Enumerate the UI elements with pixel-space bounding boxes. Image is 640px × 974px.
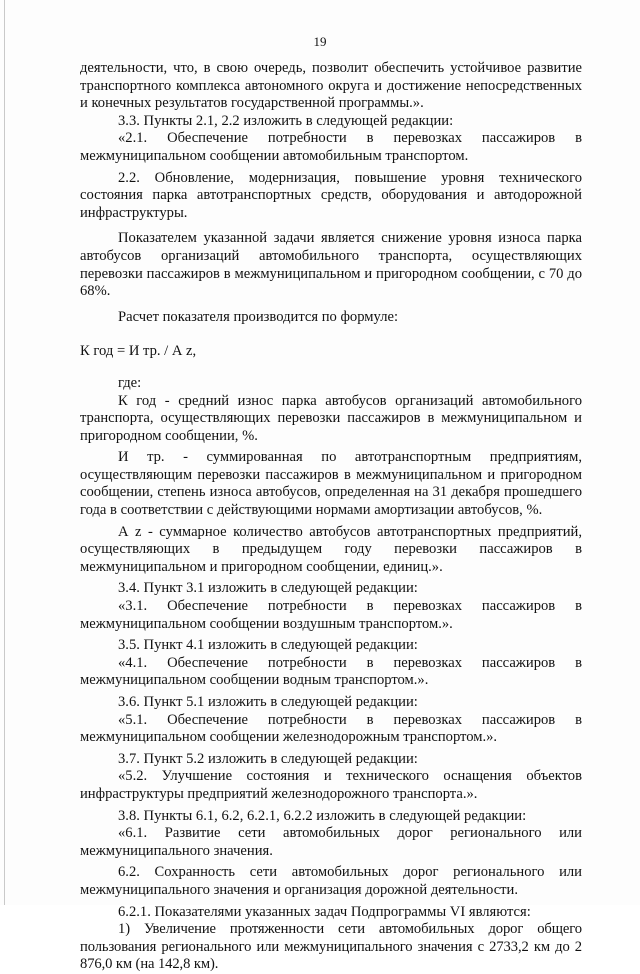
- paragraph-3-3: 3.3. Пункты 2.1, 2.2 изложить в следующей редакции:: [118, 112, 454, 129]
- paragraph-2-1: «2.1. Обеспечение потребности в перевозках пассажиров в межмуниципальном сообщении автомобильным транспортом.: [80, 130, 582, 164]
- paragraph-where: где:: [118, 374, 142, 391]
- page-number: 19: [313, 34, 327, 49]
- definition-a-z: А z - суммарное количество автобусов автотранспортных предприятий, осуществляющих в предыдущем году перевозки пассажиров в межмуниципальном и пригородном сообщении, единиц.».: [80, 523, 582, 575]
- paragraph-5-1: «5.1. Обеспечение потребности в перевозках пассажиров в межмуниципальном сообщении железнодорожным транспортом.».: [80, 711, 582, 746]
- paragraph-3-7: 3.7. Пункт 5.2 изложить в следующей редакции:: [118, 750, 418, 767]
- paragraph-5-2: «5.2. Улучшение состояния и технического оснащения объектов инфраструктуры предприятий железнодорожного транспорта.».: [80, 768, 582, 802]
- definition-k-god: К год - средний износ парка автобусов организаций автомобильного транспорта, осуществляющих перевозки пассажиров в межмуниципальном и пригородном сообщении, %.: [80, 392, 582, 444]
- paragraph-3-1: «3.1. Обеспечение потребности в перевозках пассажиров в межмуниципальном сообщении воздушным транспортом.».: [80, 598, 582, 632]
- paragraph-6-2: 6.2. Сохранность сети автомобильных дорог регионального или межмуниципального значения и организация дорожной деятельности.: [80, 864, 582, 898]
- paragraph-2-2: 2.2. Обновление, модернизация, повышение уровня технического состояния парка автотранспортных средств, оборудования и автодорожной инфраструктуры.: [80, 169, 582, 221]
- scan-edge-line: [4, 0, 5, 905]
- paragraph-3-5: 3.5. Пункт 4.1 изложить в следующей редакции:: [118, 637, 418, 654]
- paragraph-3-4: 3.4. Пункт 3.1 изложить в следующей редакции:: [118, 580, 418, 597]
- paragraph-3-6: 3.6. Пункт 5.1 изложить в следующей редакции:: [118, 694, 418, 710]
- paragraph-indicator: Показателем указанной задачи является снижение уровня износа парка автобусов организаций автомобильного транспорта, осуществляющих перевозки пассажиров в межмуниципальном и пригородном сообщении, с 70 до 68%.: [80, 230, 582, 300]
- paragraph-3-8: 3.8. Пункты 6.1, 6.2, 6.2.1, 6.2.2 изложить в следующей редакции:: [118, 807, 527, 824]
- paragraph-6-2-1: 6.2.1. Показателями указанных задач Подпрограммы VI являются:: [118, 903, 531, 920]
- formula: К год = И тр. / А z,: [80, 343, 197, 360]
- paragraph-6-1: «6.1. Развитие сети автомобильных дорог регионального или межмуниципального значения.: [80, 825, 582, 859]
- document-body: [80, 60, 582, 974]
- paragraph-4-1: «4.1. Обеспечение потребности в перевозках пассажиров в межмуниципальном сообщении водным транспортом.».: [80, 654, 582, 689]
- paragraph-calculation: Расчет показателя производится по формуле:: [118, 308, 399, 325]
- paragraph-item-1: 1) Увеличение протяженности сети автомобильных дорог общего пользования регионального или межмуниципального значения с 2733,2 км до 2 876,0 км (на 142,8 км).: [80, 921, 582, 973]
- paragraph-continuation: деятельности, что, в свою очередь, позволит обеспечить устойчивое развитие транспортного комплекса автономного округа и достижение непосредственных и конечных результатов государственной программы.».: [80, 60, 582, 112]
- definition-i-tr: И тр. - суммированная по автотранспортным предприятиям, осуществляющим перевозки пассажиров в межмуниципальном и пригородном сообщении, степень износа автобусов, определенная на 31 декабря прошедшего года в соответствии с действующими нормами амортизации автобусов, %.: [80, 449, 582, 519]
